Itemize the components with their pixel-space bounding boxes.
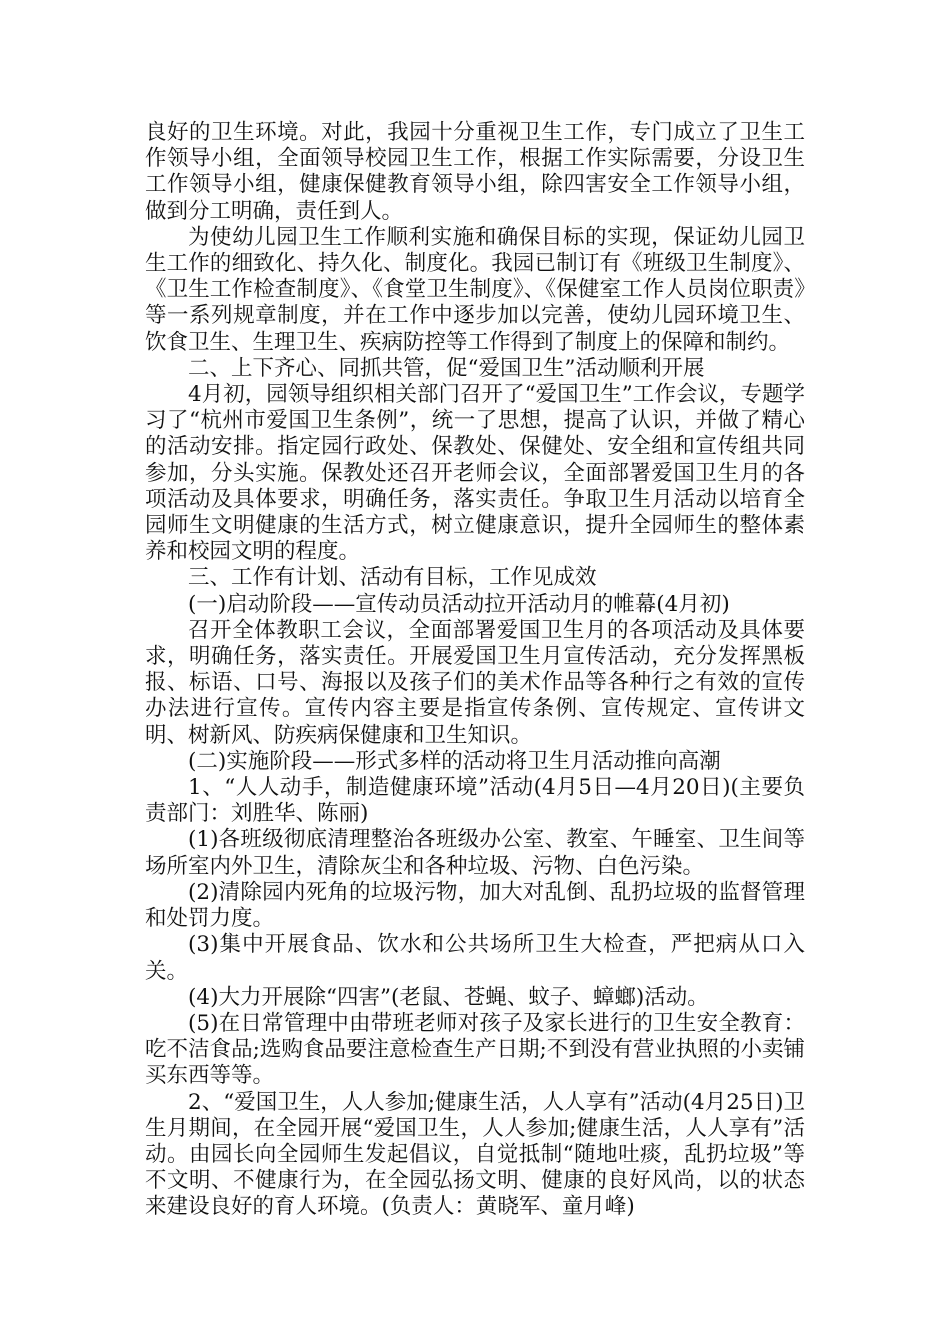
list-item-5: (5)在日常管理中由带班老师对孩子及家长进行的卫生安全教育：吃不洁食品;选购食品要注意检查生产日期;不到没有营业执照的小卖铺买东西等等。 <box>145 1010 805 1089</box>
document-body <box>145 120 805 1221</box>
list-item-4: (4)大力开展除“四害”(老鼠、苍蝇、蚊子、蟑螂)活动。 <box>188 984 709 1010</box>
subsection-heading-1: (一)启动阶段——宣传动员活动拉开活动月的帷幕(4月初) <box>188 591 730 617</box>
section-heading-3: 三、工作有计划、活动有目标，工作见成效 <box>188 565 597 591</box>
list-item-2: (2)清除园内死角的垃圾污物，加大对乱倒、乱扔垃圾的监督管理和处罚力度。 <box>145 879 805 932</box>
paragraph-1: 良好的卫生环境。对此，我园十分重视卫生工作，专门成立了卫生工作领导小组，全面领导校园卫生工作，根据工作实际需要，分设卫生工作领导小组，健康保健教育领导小组，除四害安全工作领导小组，做到分工明确，责任到人。 <box>145 120 805 224</box>
paragraph-3: 4月初，园领导组织相关部门召开了“爱国卫生”工作会议，专题学习了“杭州市爱国卫生条例”，统一了思想，提高了认识，并做了精心的活动安排。指定园行政处、保教处、保健处、安全组和宣传组共同参加，分头实施。保教处还召开老师会议，全面部署爱国卫生月的各项活动及具体要求，明确任务，落实责任。争取卫生月活动以培育全园师生文明健康的生活方式，树立健康意识，提升全园师生的整体素养和校园文明的程度。 <box>145 382 805 565</box>
activity-1-heading: 1、“人人动手，制造健康环境”活动(4月5日—4月20日)(主要负责部门：刘胜华、陈丽) <box>145 775 805 827</box>
list-item-1: (1)各班级彻底清理整治各班级办公室、教室、午睡室、卫生间等场所室内外卫生，清除灰尘和各种垃圾、污物、白色污染。 <box>145 827 805 879</box>
paragraph-2: 为使幼儿园卫生工作顺利实施和确保目标的实现，保证幼儿园卫生工作的细致化、持久化、制度化。我园已制订有《班级卫生制度》、《卫生工作检查制度》、《食堂卫生制度》、《保健室工作人员岗位职责》等一系列规章制度，并在工作中逐步加以完善，使幼儿园环境卫生、饮食卫生、生理卫生、疾病防控等工作得到了制度上的保障和制约。 <box>145 224 805 355</box>
list-item-3: (3)集中开展食品、饮水和公共场所卫生大检查，严把病从口入关。 <box>145 932 805 984</box>
paragraph-4: 召开全体教职工会议，全面部署爱国卫生月的各项活动及具体要求，明确任务，落实责任。开展爱国卫生月宣传活动，充分发挥黑板报、标语、口号、海报以及孩子们的美术作品等各种行之有效的宣传办法进行宣传。宣传内容主要是指宣传条例、宣传规定、宣传讲文明、树新风、防疾病保健康和卫生知识。 <box>145 617 805 748</box>
section-heading-2: 二、上下齐心、同抓共管，促“爱国卫生”活动顺利开展 <box>188 355 705 381</box>
activity-2-paragraph: 2、“爱国卫生，人人参加;健康生活，人人享有”活动(4月25日)卫生月期间，在全园开展“爱国卫生，人人参加;健康生活，人人享有”活动。由园长向全园师生发起倡议，自觉抵制“随地吐痰，乱扔垃圾”等不文明、不健康行为，在全园弘扬文明、健康的良好风尚，以的状态来建设良好的育人环境。(负责人：黄晓军、童月峰) <box>145 1089 805 1220</box>
subsection-heading-2: (二)实施阶段——形式多样的活动将卫生月活动推向高潮 <box>188 748 721 774</box>
